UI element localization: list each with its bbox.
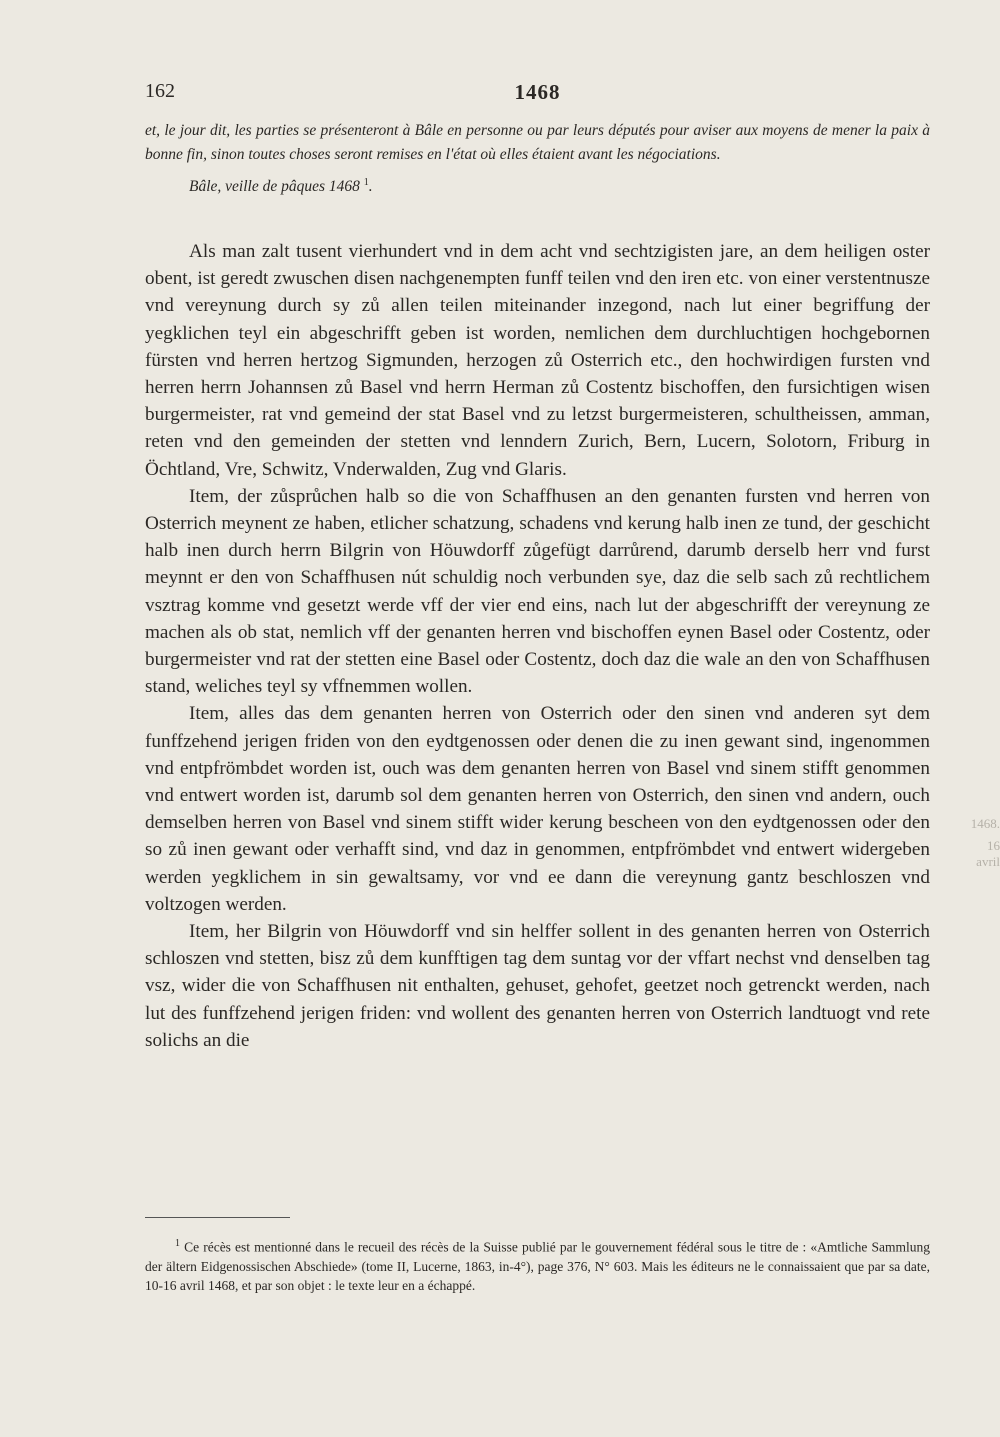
page-year-heading: 1468 [514, 80, 561, 104]
french-summary [145, 119, 930, 199]
footnote-ref: 1 [363, 177, 369, 188]
margin-note-date: 16 avril [976, 838, 1000, 869]
body-paragraph: Item, der zůsprůchen halb so die von Schaffhusen an den genanten fursten vnd herren von Osterrich meynent ze haben, etlicher schatzung, schadens vnd kerung halb inen ze tund, der geschicht halb inen durch herrn Bilgrin von Höuwdorff zůgefügt darrůrend, darumb derselb herr vnd furst meynnt er den von Schaffhusen nút schuldig noch verbunden sye, daz die selb sach zů rechtlichem vsztrag komme vnd gesetzt werde vff der vier end eins, nach lut der abgeschrifft der vereynung ze machen als ob stat, nemlich vff der genanten herren vnd bischoffen eynen Basel oder Costentz, oder burgermeister vnd rat der stetten eine Basel oder Costentz, doch daz die wale an den von Schaffhusen stand, weliches teyl sy vffnemmen wollen. [145, 485, 930, 698]
page-number: 162 [145, 80, 175, 102]
footnote-text: Ce récès est mentionné dans le recueil des récès de la Suisse publié par le gouvernement fédéral sous le titre de : «Amtliche Sammlung der ältern Eidgenossischen Abschiede» (tome II, Lucerne, 1863, in-4°), page 376, N° 603. Mais les éditeurs ne le connaissaient que par sa date, 10-16 avril 1468, et par son objet : le texte leur en a échappé. [145, 1239, 931, 1293]
body-paragraph: Item, her Bilgrin von Höuwdorff vnd sin helffer sollent in des genanten herren von Osterrich schloszen vnd stetten, bisz zů dem kunfftigen tag dem suntag vor der vffart nechst vnd denselben tag vsz, wider die von Schaffhusen nit enthalten, gehuset, gehofet, geetzet noch getrenckt werden, nach lut des funffzehend jerigen friden: vnd wollent des genanten herren von Osterrich landtuogt vnd rete solichs an die [145, 921, 930, 1051]
margin-note-year: 1468. [970, 816, 1000, 831]
summary-date: Bâle, veille de pâques 1468 $^1$. [189, 177, 373, 196]
page-header [145, 80, 930, 110]
summary-date-text: Bâle, veille de pâques 1468 [189, 178, 360, 196]
body-paragraph: Als man zalt tusent vierhundert vnd in dem acht vnd sechtzigisten jare, an dem heiligen oster obent, ist geredt zwuschen disen nachgenempten funff teilen vnd den iren etc. von einer verstentnusze vnd vereynung durch sy zů allen teilen miteinander inzegond, nach lut einer begriffung der yegklichen teyl ein abgeschrifft geben ist worden, nemlichen dem durchluchtigen hochgebornen fürsten vnd herren hertzog Sigmunden, herzogen zů Osterrich etc., den hochwirdigen fursten vnd herren herrn Johannsen zů Basel vnd herrn Herman zů Costentz bischoffen, den fursichtigen wisen burgermeister, rat vnd gemeind der stat Basel vnd zu letzst burgermeisteren, schultheissen, amman, reten vnd den gemeinden der stetten vnd lenndern Zurich, Bern, Lucern, Solotorn, Friburg in Öchtland, Vre, Schwitz, Vnderwalden, Zug vnd Glaris. [145, 241, 930, 480]
body-paragraph: Item, alles das dem genanten herren von Osterrich oder den sinen vnd anderen syt dem funffzehend jerigen friden von den eydtgenossen oder denen die zu inen gewant sind, ingenommen vnd entpfrömbdet worden ist, ouch was dem genanten herren von Basel vnd sinem stifft genommen vnd entwert worden ist, darumb sol dem genanten herren von Osterrich, den sinen vnd andern, ouch demselben herren von Basel vnd sinem stifft wider kerung bescheen von den eydtgenossen oder den so zů inen gewant oder verhafft sind, vnd daz in genommen, entpfrömbdet vnd entwert widergeben werden yegklichem in sin gewaltsamy, vor vnd ee dann die vereynung gantz beschloszen vnd voltzogen werden. [145, 703, 930, 915]
summary-text: et, le jour dit, les parties se présenteront à Bâle en personne ou par leurs députés pour aviser aux moyens de mener la paix à bonne fin, sinon toutes choses seront remises en l'état où elles étaient avant les négociations. [145, 122, 930, 163]
footnote-divider [145, 1217, 290, 1218]
footnote [145, 1234, 930, 1295]
footnote-mark: 1 [175, 1238, 180, 1249]
document-body [145, 238, 930, 1054]
footnote-paragraph [145, 1234, 930, 1295]
